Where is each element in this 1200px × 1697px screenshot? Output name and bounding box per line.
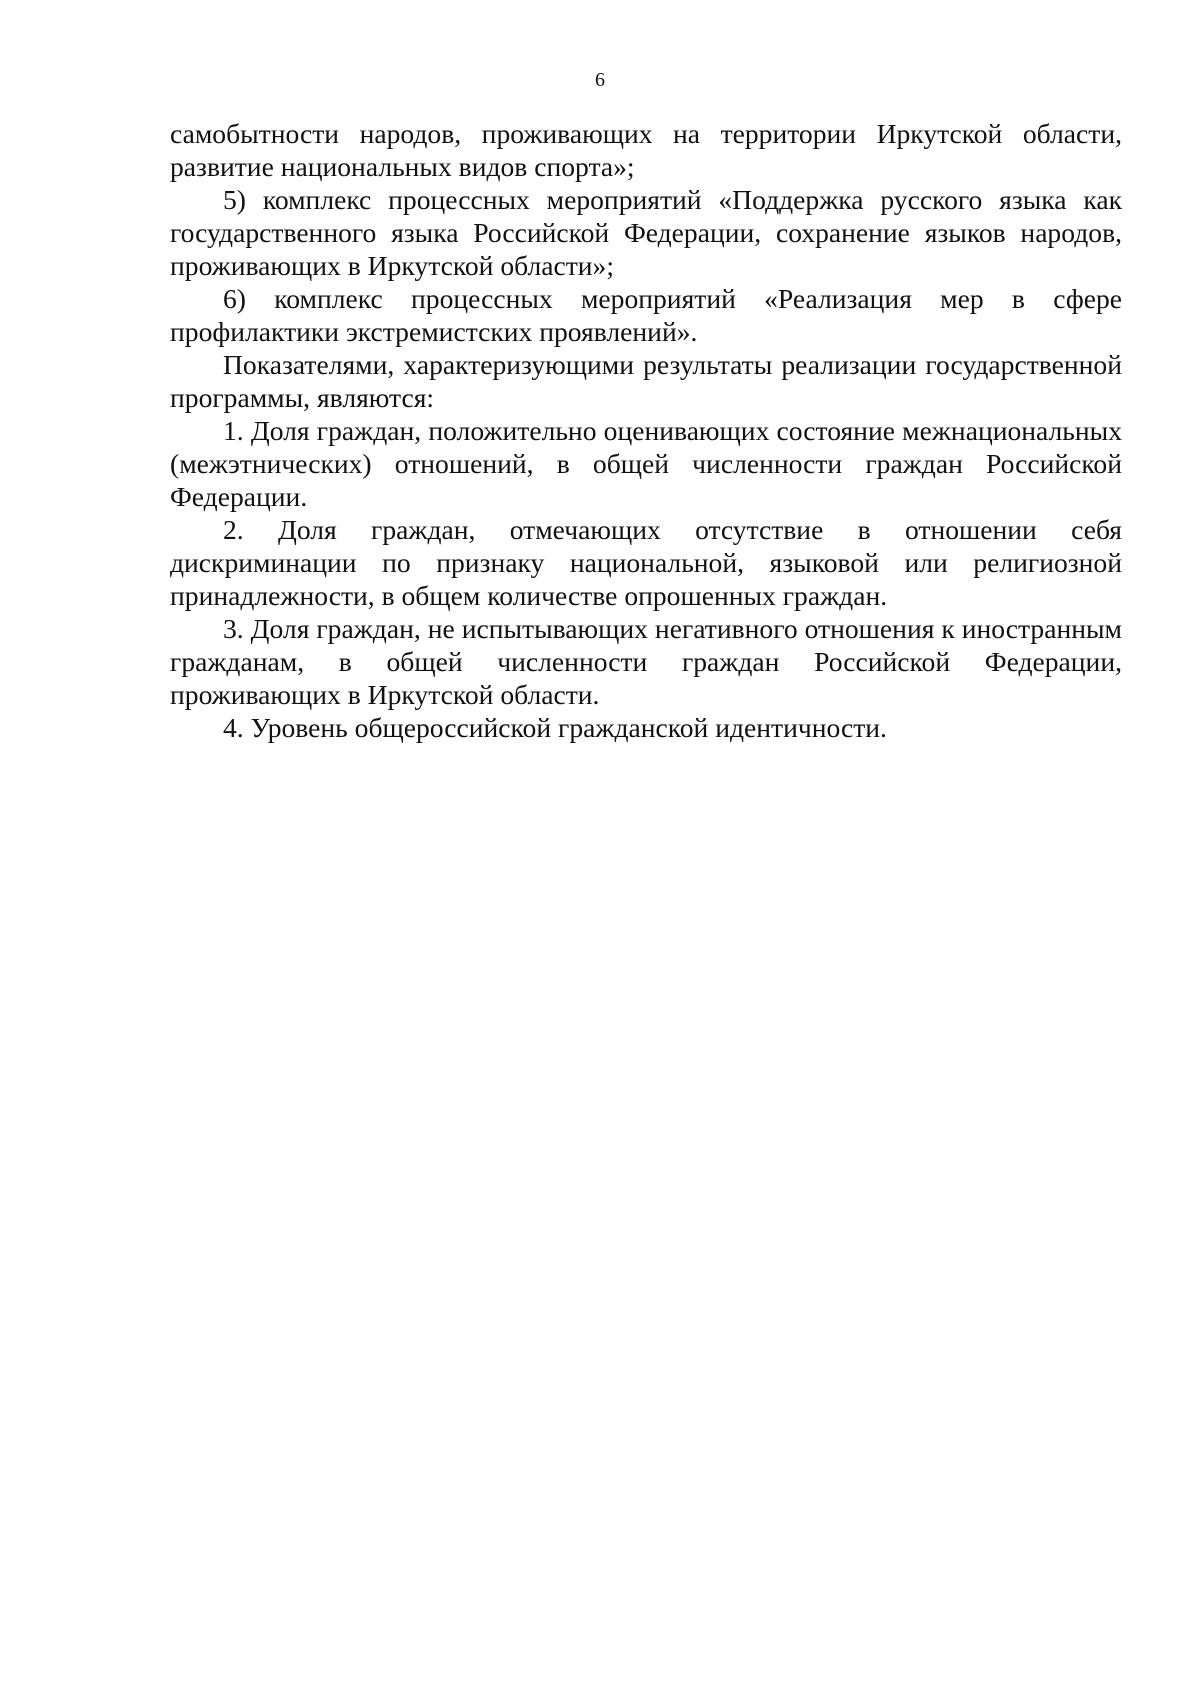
paragraph-continuation: самобытности народов, проживающих на территории Иркутской области, развитие национальных видов спорта»; [170,118,1122,182]
paragraph-item-6: 6) комплекс процессных мероприятий «Реализация мер в сфере профилактики экстремистских проявлений». [170,283,1122,347]
indicator-3: 3. Доля граждан, не испытывающих негативного отношения к иностранным гражданам, в общей численности граждан Российской Федерации, проживающих в Иркутской области. [170,613,1122,710]
page-number: 6 [595,69,605,91]
indicator-2: 2. Доля граждан, отмечающих отсутствие в отношении себя дискриминации по признаку национальной, языковой или религиозной принадлежности, в общем количестве опрошенных граждан. [170,514,1122,611]
paragraph-item-5: 5) комплекс процессных мероприятий «Поддержка русского языка как государственного языка Российской Федерации, сохранение языков народов, проживающих в Иркутской области»; [170,184,1122,281]
document-body [170,117,1122,744]
paragraph-indicators-intro: Показателями, характеризующими результаты реализации государственной программы, являются: [170,349,1122,413]
indicator-1: 1. Доля граждан, положительно оценивающих состояние межнациональных (межэтнических) отношений, в общей численности граждан Российской Федерации. [170,415,1122,512]
indicator-4: 4. Уровень общероссийской гражданской идентичности. [223,712,887,743]
